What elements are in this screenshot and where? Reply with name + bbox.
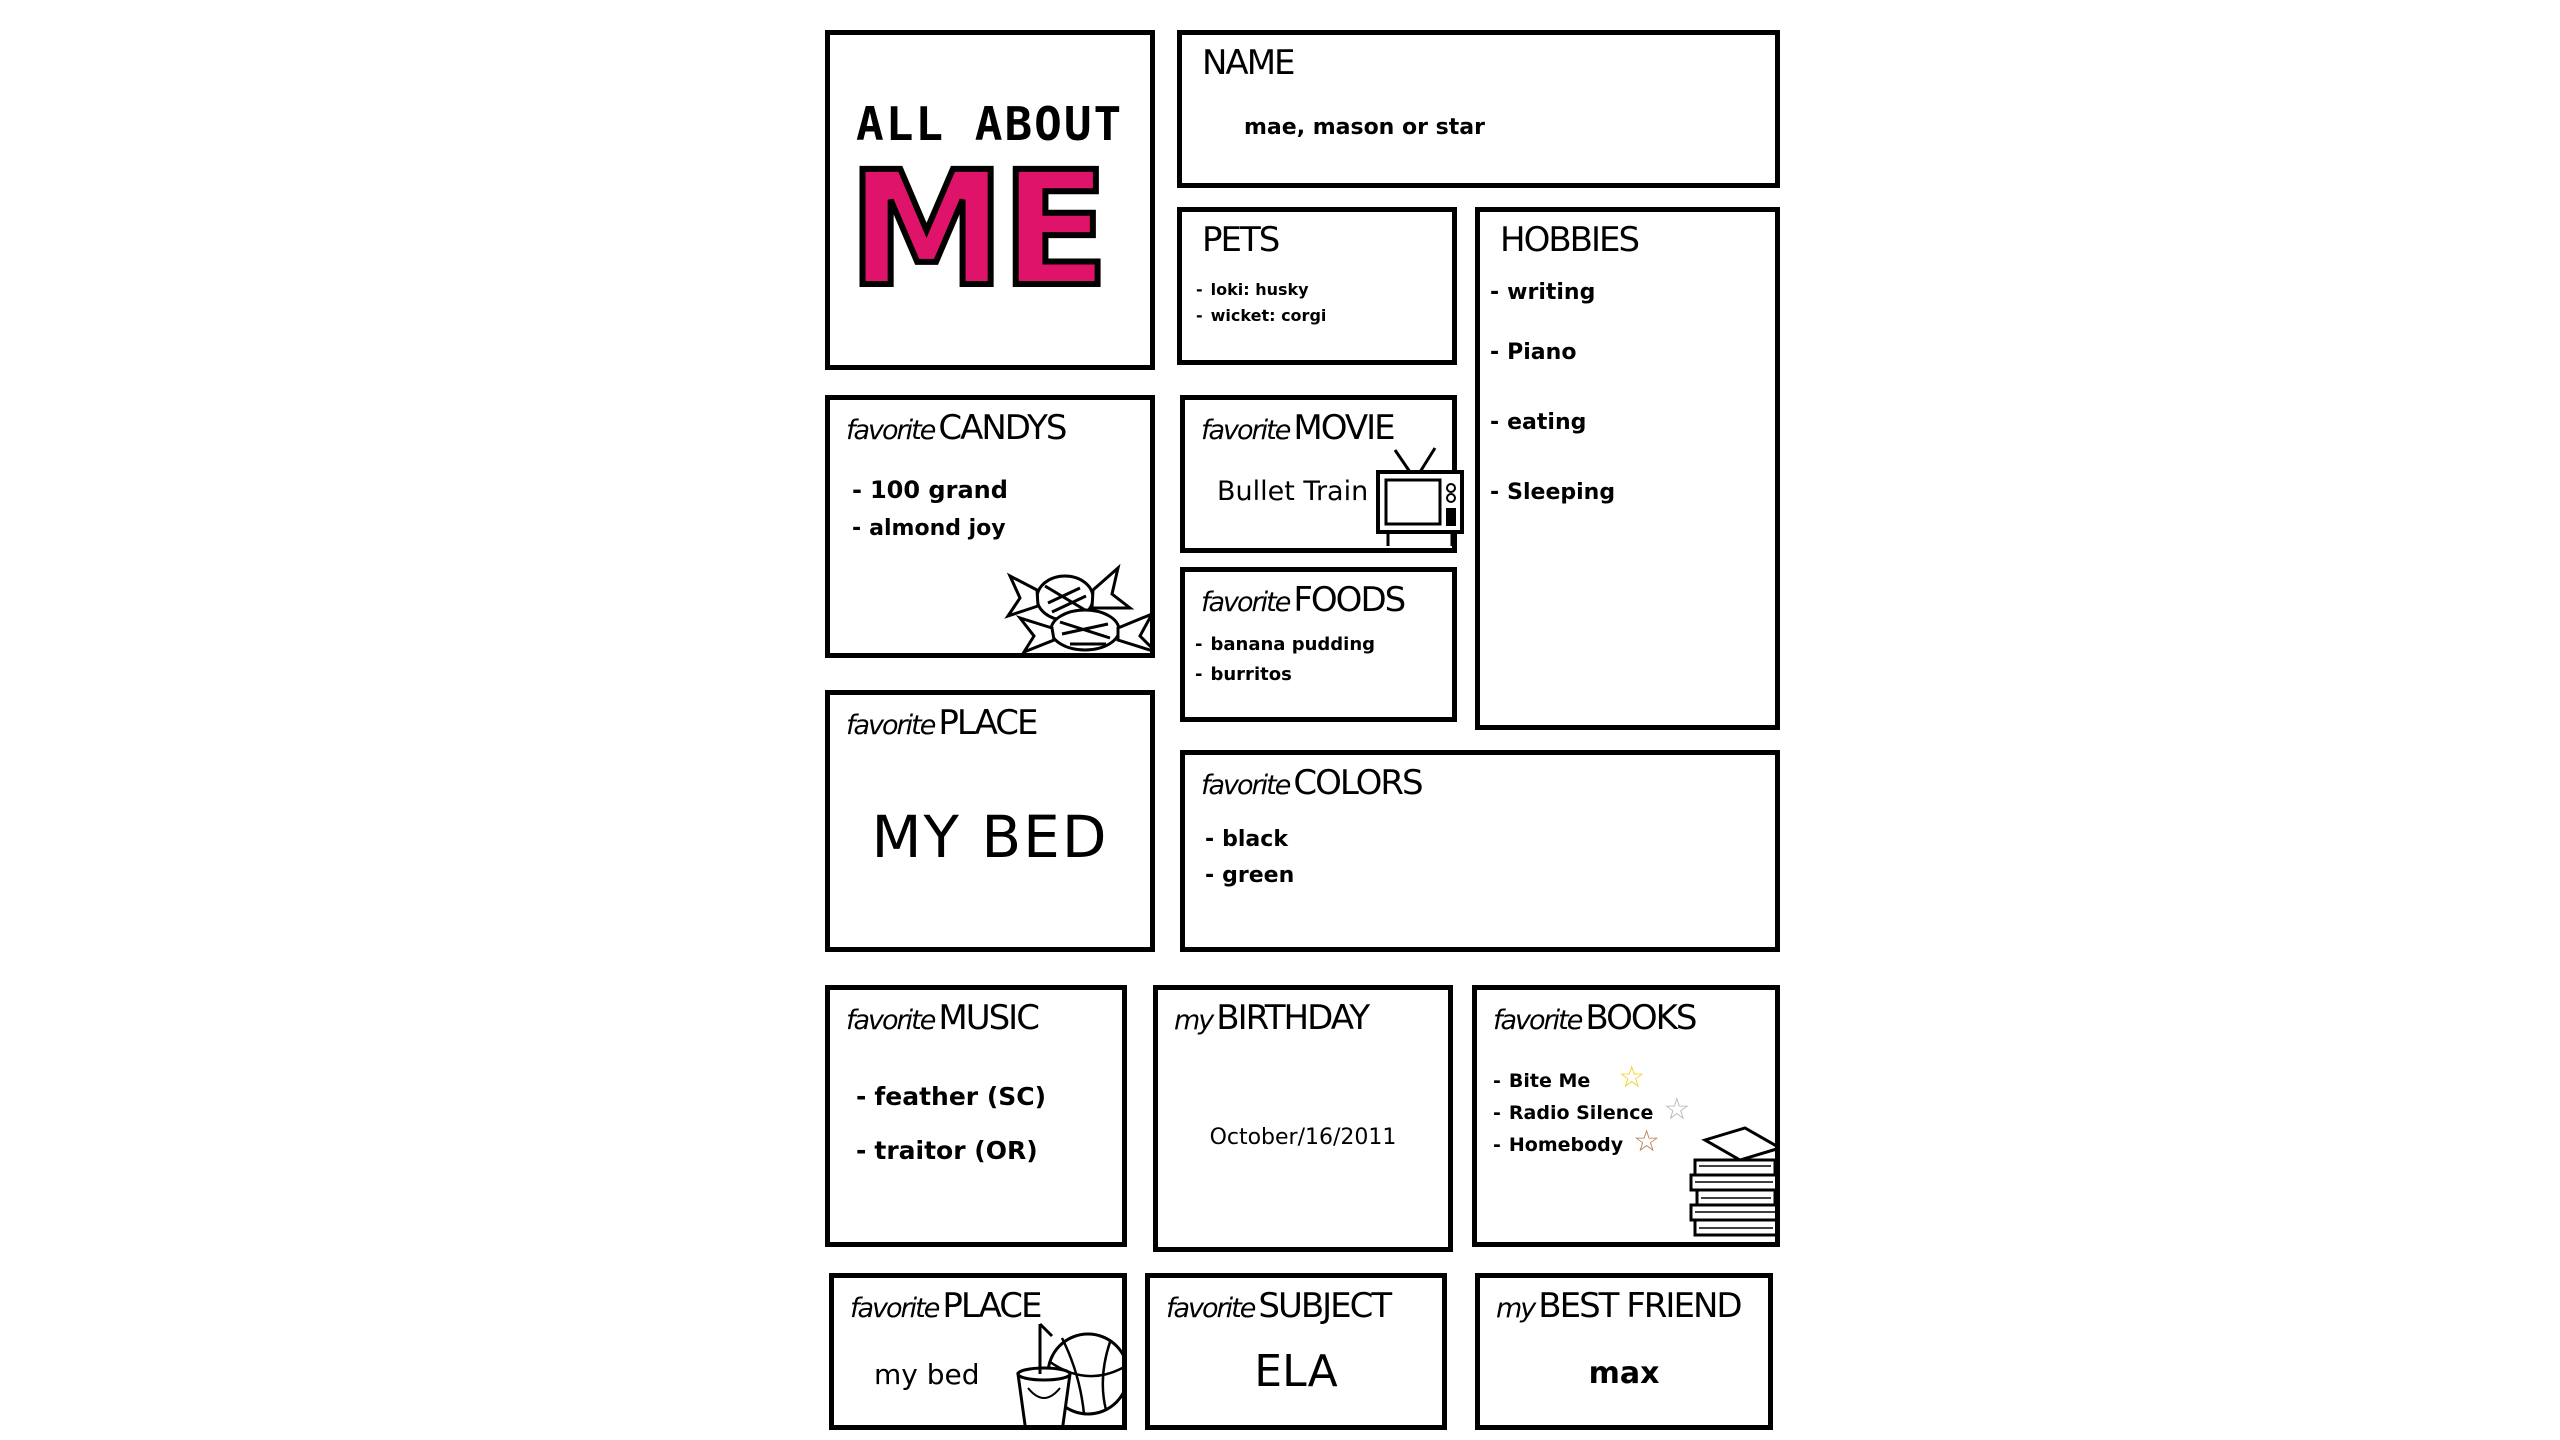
beach-icon	[1010, 1318, 1127, 1430]
place2-box	[829, 1273, 1127, 1430]
header-box	[825, 30, 1155, 370]
header-line1: ALL ABOUT	[856, 97, 1124, 151]
candys-title: favorite CANDYS	[846, 408, 1066, 448]
name-box	[1177, 30, 1780, 188]
tv-icon	[1370, 442, 1470, 552]
place2-title: favorite PLACE	[850, 1286, 1041, 1326]
colors-item: - black	[1205, 827, 1288, 852]
books-title: favorite BOOKS	[1493, 998, 1696, 1038]
music-item: - feather (SC)	[856, 1082, 1047, 1111]
colors-title: favorite COLORS	[1201, 763, 1422, 803]
hobbies-item: - Piano	[1490, 340, 1577, 365]
hobbies-item: - writing	[1490, 280, 1596, 305]
movie-box	[1180, 395, 1457, 553]
best-friend-box	[1475, 1273, 1773, 1430]
movie-title: favorite MOVIE	[1201, 408, 1394, 448]
hobbies-item: - Sleeping	[1490, 480, 1616, 505]
best-friend-title: my BEST FRIEND	[1496, 1286, 1741, 1326]
subject-title: favorite SUBJECT	[1166, 1286, 1391, 1326]
pets-item: - loki: husky	[1196, 280, 1309, 299]
movie-value: Bullet Train	[1217, 476, 1369, 507]
place-box	[825, 690, 1155, 952]
place-title: favorite PLACE	[846, 703, 1037, 743]
candys-box	[825, 395, 1155, 658]
candy-icon	[990, 548, 1155, 658]
birthday-box	[1153, 985, 1453, 1252]
subject-value: ELA	[1254, 1346, 1338, 1397]
foods-item: - burritos	[1195, 664, 1292, 685]
hobbies-item: - eating	[1490, 410, 1587, 435]
books-item: - Bite Me ☆	[1493, 1060, 1646, 1095]
hobbies-title: HOBBIES	[1500, 220, 1639, 260]
header-line2: ME	[848, 138, 1106, 322]
music-item: - traitor (OR)	[856, 1136, 1038, 1165]
candys-item: - 100 grand	[852, 476, 1008, 504]
star-icon: ☆	[1633, 1124, 1661, 1159]
birthday-value: October/16/2011	[1209, 1125, 1397, 1150]
birthday-title: my BIRTHDAY	[1174, 998, 1369, 1038]
foods-title: favorite FOODS	[1201, 580, 1405, 620]
book-stack-icon	[1665, 1120, 1780, 1247]
hobbies-box	[1475, 207, 1780, 730]
books-item: - Radio Silence ☆	[1493, 1092, 1691, 1127]
subject-box	[1145, 1273, 1447, 1430]
foods-box	[1180, 567, 1457, 722]
star-icon: ☆	[1663, 1092, 1691, 1127]
name-value: mae, mason or star	[1244, 115, 1485, 140]
colors-item: - green	[1205, 863, 1295, 888]
place-value: MY BED	[871, 803, 1109, 871]
foods-item: - banana pudding	[1195, 634, 1376, 655]
pets-title: PETS	[1202, 220, 1279, 260]
star-icon: ☆	[1618, 1060, 1646, 1095]
music-title: favorite MUSIC	[846, 998, 1038, 1038]
books-item: - Homebody ☆	[1493, 1124, 1661, 1159]
music-box	[825, 985, 1127, 1247]
name-title: NAME	[1202, 43, 1294, 83]
colors-box	[1180, 750, 1780, 952]
pets-item: - wicket: corgi	[1196, 306, 1327, 325]
books-box	[1472, 985, 1780, 1247]
pets-box	[1177, 207, 1457, 365]
best-friend-value: max	[1588, 1356, 1660, 1391]
place2-value: my bed	[874, 1358, 980, 1391]
candys-item: - almond joy	[852, 516, 1006, 541]
